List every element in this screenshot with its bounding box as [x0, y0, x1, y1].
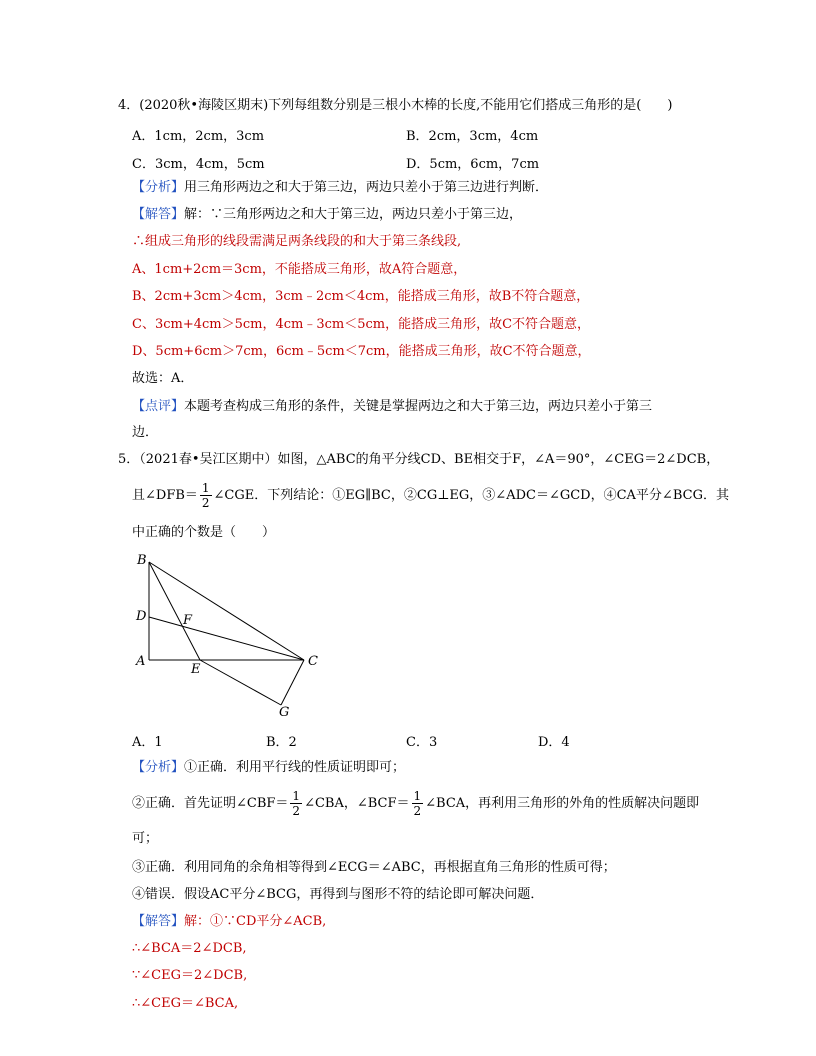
q4-option-c: C．3cm，4cm，5cm [132, 157, 265, 172]
q4-stem: 4．(2020秋•海陵区期末)下列每组数分别是三根小木棒的长度,不能用它们搭成三角形的是( ) [118, 98, 673, 113]
label-b: B [137, 553, 147, 568]
label-e: E [191, 662, 201, 677]
q4-option-d: D．5cm，6cm，7cm [406, 157, 540, 172]
q5-answer-line: ∵∠CEG＝2∠DCB, [132, 968, 248, 983]
q5-answer-line: ∴∠BCA＝2∠DCB, [132, 941, 247, 956]
q5-answer-intro-text: 解：①∵CD平分∠ACB, [184, 914, 327, 929]
segment-cg [281, 660, 304, 705]
q4-choice: 故选：A． [132, 371, 194, 386]
q5-answer-intro [132, 913, 326, 931]
q4-analysis-tag: 【分析】 [132, 180, 185, 195]
q5-analysis-2 [132, 789, 699, 818]
q5-option-d: D．4 [538, 735, 570, 750]
q4-option-b: B．2cm，3cm，4cm [406, 129, 539, 144]
q5-analysis-1 [132, 759, 405, 777]
label-d: D [136, 609, 147, 624]
q5-stem-2-post: ∠CGE．下列结论：①EG∥BC，②CG⊥EG，③∠ADC＝∠GCD，④CA平分∠BCG．其 [213, 488, 729, 503]
q5-option-b: B．2 [266, 735, 297, 750]
q4-answer-intro-text: 解：∵三角形两边之和大于第三边，两边只差小于第三边， [184, 207, 523, 222]
fraction-half [200, 481, 212, 510]
q5-analysis-2-c: ∠BCA，再利用三角形的外角的性质解决问题即 [425, 796, 700, 811]
fraction-numerator: 1 [413, 789, 422, 803]
fraction-numerator: 1 [201, 481, 210, 495]
fraction-numerator: 1 [292, 789, 301, 803]
q5-analysis-tag: 【分析】 [132, 760, 185, 775]
q4-answer-line: C、3cm+4cm＞5cm，4cm﹣3cm＜5cm，能搭成三角形，故C不符合题意， [132, 317, 591, 332]
q4-comment-cont: 边． [132, 425, 159, 440]
q5-analysis-1-text: ①正确．利用平行线的性质证明即可； [184, 760, 406, 775]
q5-option-c: C．3 [406, 735, 438, 750]
fraction-denominator: 2 [201, 496, 210, 510]
q5-analysis-3: ③正确．利用同角的余角相等得到∠ECG＝∠ABC，再根据直角三角形的性质可得； [132, 860, 616, 875]
q5-stem-2-pre: 且∠DFB＝ [132, 488, 198, 503]
q4-answer-line: A、1cm+2cm＝3cm，不能搭成三角形，故A符合题意， [132, 262, 467, 277]
label-a: A [136, 654, 146, 669]
q4-answer-tag: 【解答】 [132, 207, 185, 222]
q4-comment-tag: 【点评】 [132, 399, 185, 414]
segment-bc [149, 562, 304, 660]
segment-dc [149, 617, 304, 660]
q5-stem-2 [132, 481, 729, 510]
q5-analysis-2-a: ②正确．首先证明∠CBF＝ [132, 796, 289, 811]
q5-analysis-2-b: ∠CBA，∠BCF＝ [304, 796, 410, 811]
triangle-figure [128, 548, 328, 720]
q4-comment-text: 本题考查构成三角形的条件，关键是掌握两边之和大于第三边，两边只差小于第三 [184, 399, 653, 414]
fraction-denominator: 2 [413, 804, 422, 818]
segment-eg [200, 660, 281, 705]
q4-answer-line: D、5cm+6cm＞7cm，6cm﹣5cm＜7cm，能搭成三角形，故C不符合题意， [132, 344, 591, 359]
q4-analysis [132, 179, 548, 197]
q4-comment [132, 398, 652, 416]
q5-stem-1: 5．（2021春•吴江区期中）如图，△ABC的角平分线CD、BE相交于F，∠A＝90°，∠CEG＝2∠DCB， [118, 452, 720, 467]
label-c: C [308, 654, 318, 669]
q5-option-a: A．1 [132, 735, 163, 750]
q4-answer-line: B、2cm+3cm＞4cm，3cm﹣2cm＜4cm，能搭成三角形，故B不符合题意， [132, 289, 590, 304]
q4-answer-intro [132, 206, 522, 224]
q4-option-a: A．1cm，2cm，3cm [132, 129, 265, 144]
q4-answer-line: ∴组成三角形的线段需满足两条线段的和大于第三条线段, [132, 234, 462, 249]
fraction-denominator: 2 [292, 804, 301, 818]
q5-stem-3: 中正确的个数是（ ） [132, 525, 276, 540]
label-g: G [279, 705, 290, 720]
segment-be [149, 562, 200, 660]
fraction-half [412, 789, 424, 818]
q5-analysis-4: ④错误．假设AC平分∠BCG，再得到与图形不符的结论即可解决问题． [132, 887, 544, 902]
q5-answer-line: ∴∠CEG＝∠BCA, [132, 996, 239, 1011]
fraction-half [290, 789, 302, 818]
q4-analysis-text: 用三角形两边之和大于第三边，两边只差小于第三边进行判断． [184, 180, 549, 195]
q5-answer-tag: 【解答】 [132, 914, 185, 929]
label-f: F [183, 613, 193, 628]
q5-analysis-2-cont: 可； [132, 831, 159, 846]
